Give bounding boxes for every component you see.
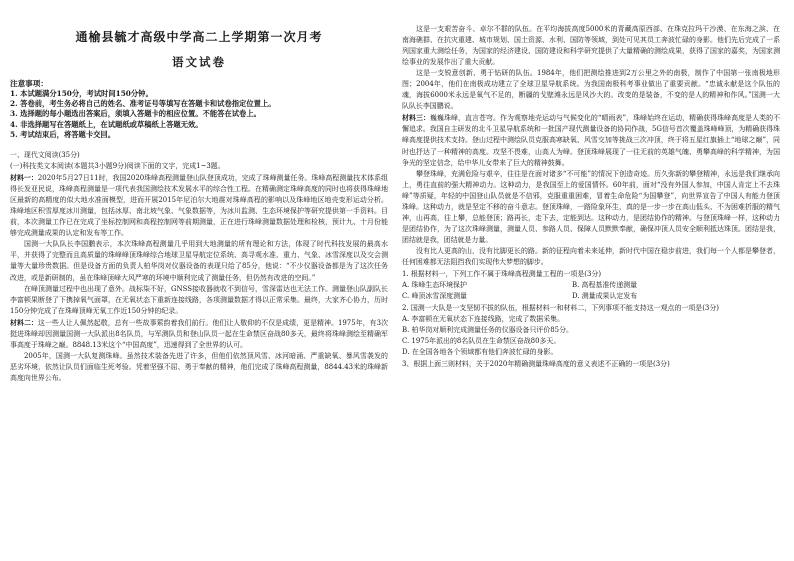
material-label: 材料一：	[10, 173, 38, 183]
material-paragraph	[10, 317, 388, 351]
paragraph-text: 攀登珠峰，充满危险与艰辛，往往是在面对诸多“不可能”的情况下创造奇迹。历久弥新的攀登精神，永远是我们继承向上，勇往直前的强大精神动力。这种动力，是我国至上的爱国情怀。60年前，面对“没有外国人参加，中国人肯定上不去珠峰”等质疑，年轻的中国登山队员就是不信邪，克服重重困难，冒着生命危险“为国攀登”，向世界宣告了中国人有能力登顶珠峰。这种动力，就是坚定不移的奋斗意志。登顶珠峰，一路险象环生，真的是一步一步在高山低头、不为困难折服的精气神，山再高，往上攀，总能登顶；路再长，走下去，定能到达。这种动力，是团结协作的精神。与登顶珠峰一样，这种动力是团结协作，为了这次珠峰测量，测量人员、参路人员、保障人员默默奉献，确保冲顶人员安全顺利抵达珠顶。团结是我，团结就是我，团结就是力量。	[402, 169, 780, 244]
paragraph-text: 这一些人让人佩然起敬，总有一些故事萦韵着我们前行。他们让人敬仰的不仅是成绩，更是精神。1975年，有3次挺进珠峰却因测量国测一大队派出8名队员，与军测队员和登山队员一起在生命禁区奋战80多天，最终将珠峰测绘至精确军事高度于珠峰之巅。8848.13米这个“中国高度”，迅速得到了全世界的认可。	[10, 318, 388, 349]
material-paragraph	[10, 284, 388, 317]
material-paragraph	[10, 239, 388, 283]
material-paragraph	[10, 351, 388, 384]
material-paragraph	[402, 246, 780, 268]
question-1-options-row	[402, 280, 780, 291]
paragraph-text: 2020年5月27日11时，我国2020珠峰高程测量登山队登顶成功，完成了珠峰测量任务。珠峰高程测量技术体系组得长发亚民说，珠峰高程测量是一项代表我国测绘技术发展水平的综合性工程。在精确测定珠峰高度的同时也将获得珠峰地区最新的高精度的似大地水准面模型，进而开展2015年尼泊尔大地震对珠峰高程的影响以及珠峰地区地壳变形运动分析。珠峰地区积雪厚度冰川测量，包括冰厚、南北坡气象、气象数据等，为冰川监测、生态环境保护等研究提供第一手资料。目前，本次测量工作已在完成了坐标控制网和高程控制网等前期测量，正在进行珠峰测量数据处理和检核，预计九、十月份能够完成测量成果的认定和发布等工作。	[10, 174, 388, 238]
question-1-stem: 1. 根据材料一，下列工作不属于珠峰高程测量工程的一项是(3分)	[402, 270, 602, 279]
question-1-option-d[interactable]: D. 测量成果认定发布	[572, 292, 638, 301]
question-2-stem: 2. 国测一大队是一支坚韧不拔的队伍，根据材料一和材料二，下列事项不能支持这一观点的一项是(3分)	[402, 304, 719, 313]
notice-item: 4. 非选择题写在答题纸上，在试题纸或草稿纸上答题无效。	[10, 119, 203, 129]
notice-item: 3. 选择题的每小题选出答案后，须填入答题卡的相应位置。不能答在试卷上。	[10, 109, 261, 119]
material-label: 材料三：	[402, 113, 430, 123]
question-2-option-d[interactable]: D. 在全国各地各个领域都有他们奔波忙碌的身影。	[402, 348, 558, 357]
notice-heading: 注意事项：	[10, 79, 48, 88]
paragraph-text: 这是一支艰苦奋斗、卓尔不群的队伍。在平均海拔高度5000米的青藏高原西部、在珠克拉玛干沙漠、在东海之滨、在南海礁群、在抗灾重建、城市规划、国土资源、水利、国防等领域，到处可见其员工奔波忙碌的身影。他们先后完成了一系列国家重大测绘任务，为国家的经济建设、国防建设和科学研究提供了大量精确的测绘成果，获得了国家的嘉奖，为国家测绘事业的发展作出了重大贡献。	[402, 25, 780, 67]
question-1-option-a[interactable]: A. 珠峰生态环境保护	[402, 281, 467, 290]
question-2-option-c[interactable]: C. 1975年派出的8名队员在生命禁区奋战80多天。	[402, 337, 561, 346]
question-1-options-row	[402, 291, 780, 302]
material-paragraph	[402, 24, 780, 68]
paragraph-text: 巍巍珠峰，直言苍穹。作为观察地壳运动与气候变化的“晴雨表”，珠峰始终在运动，精确获得珠峰高度是人类的不懈追求。我国自主研发的北斗卫星导航系统和一批国产现代测量设备的协同作战，5G信号首次覆盖珠峰峰顶，为精确获得珠峰高度提供技术支持。登山过程中测绘队员克服高寒缺氧、风雪交加等挑战三次冲顶，终于将五星红旗插上“地球之巅”，同时也抒达了一种精神的高度。攻坚不畏难，山高人为峰。登顶珠峰展现了一往无前的英雄气魄、勇攀高峰的科学精神，为国争光的坚定信念，给中华儿女带来了巨大的精神鼓舞。	[402, 114, 780, 167]
material-paragraph	[10, 172, 388, 239]
paragraph-text: 国测一大队队长李国鹏表示，本次珠峰高程测量几乎用到大地测量的所有理论和方法，体现了时代科技发展的最高水平，并获得了完整而且高质量的珠峰峰顶珠峰综合地球卫星导航定位系统、高寻观水准、重力、气象、冰雪深度以及交会测量等大量珍贵数据。但是设备方面的负责人柏华岗对仪器设备的表现只给了85分，他说：“不少仪器设备都是为了这次任务改进，或是新研制的，虽在珠峰顶峰大风严寒的环境中顺利完成了测量任务，但仍然有改进的空间。”	[10, 240, 388, 282]
notice-item: 1. 本试题满分150分，考试时间150分钟。	[10, 89, 153, 98]
right-column	[402, 0, 780, 561]
notice-item: 2. 答卷前，考生务必将自己的姓名、准考证号等填写在答题卡和试卷指定位置上。	[10, 99, 276, 109]
paragraph-text: 没有比人更高的山，没有比脚更长的路。新的征程向着未来延伸，新时代中国在稳步前进，我们每一个人都是攀登者，任何困难都无法阻挡我们实现伟大梦想的脚步。	[402, 246, 780, 266]
notice-item: 5. 考试结束后，将答题卡交回。	[10, 129, 116, 139]
paragraph-text: 2005年，国测一大队复测珠峰。虽然技术装备先进了许多，但他们依然顶风雪、冰河暗涌、严重缺氧、暴风雪袭发的恶劣环境，依然让队员们面临生死考验。凭着坚强不屈、勇于奉献的精神，他们完成了珠峰高程测量，8844.43米的珠峰新高度向世界公布。	[10, 351, 388, 382]
material-paragraph	[402, 68, 780, 112]
material-paragraph	[402, 169, 780, 246]
question-1-option-c[interactable]: C. 峰顶冰雪深度测量	[402, 292, 467, 301]
material-label: 材料二：	[10, 317, 38, 327]
paragraph-text: 在峰顶测量过程中也出现了意外。战标柒不好，GNSS接收器就收不到信号，雪深雷达也无法工作。测量登山队副队长李富顿果断登了下携掉氧气面罩，在无氧状态下重新连接线路，各项测量数据才得以正常采集。最终，大家齐心协力，历时150分钟完成了在珠峰顶峰无氧工作近150分钟的纪录。	[10, 284, 388, 315]
section-heading: 一、现代文阅读(35分)	[10, 151, 80, 160]
question-2-option-b[interactable]: B. 柏华岗对顺利完成测量任务的仪器设备只评价85分。	[402, 326, 573, 335]
exam-subtitle: 语文试卷	[172, 55, 226, 69]
paragraph-text: 这是一支锐意创新、勇于钻研的队伍。1984年，他们把测绘推进到2万公里之外的南极，制作了中国第一张南极地形图；2004年，他们在南极成功建立了全球卫星导航系统。为我国南极科考事业做出了重要贡献。“忠诚永献是这个队伍的魂，海拔6000米永远是氧气不足的，断疆的戈壁滩永远是风沙大的。改变的是装备，不变的是人的精神和作风。”国测一大队队长李国鹏说。	[402, 69, 780, 111]
question-3-stem: 3、根据上面三则材料，关于2020年精确测量珠峰高度的意义表述不正确的一项是(3分)	[402, 360, 670, 369]
question-2-option-a[interactable]: A. 李富顿在无氧状态下连接线路，完成了数据采集。	[402, 315, 565, 324]
material-paragraph	[402, 112, 780, 168]
exam-title: 通榆县毓才高级中学高二上学期第一次月考	[75, 30, 323, 44]
question-1-option-b[interactable]: B. 高程基准传递测量	[572, 281, 638, 290]
left-column	[10, 0, 388, 561]
part-instruction: (一)科技类文本阅读(本题共3小题9分)阅读下面的文字，完成1~3题。	[10, 162, 225, 171]
